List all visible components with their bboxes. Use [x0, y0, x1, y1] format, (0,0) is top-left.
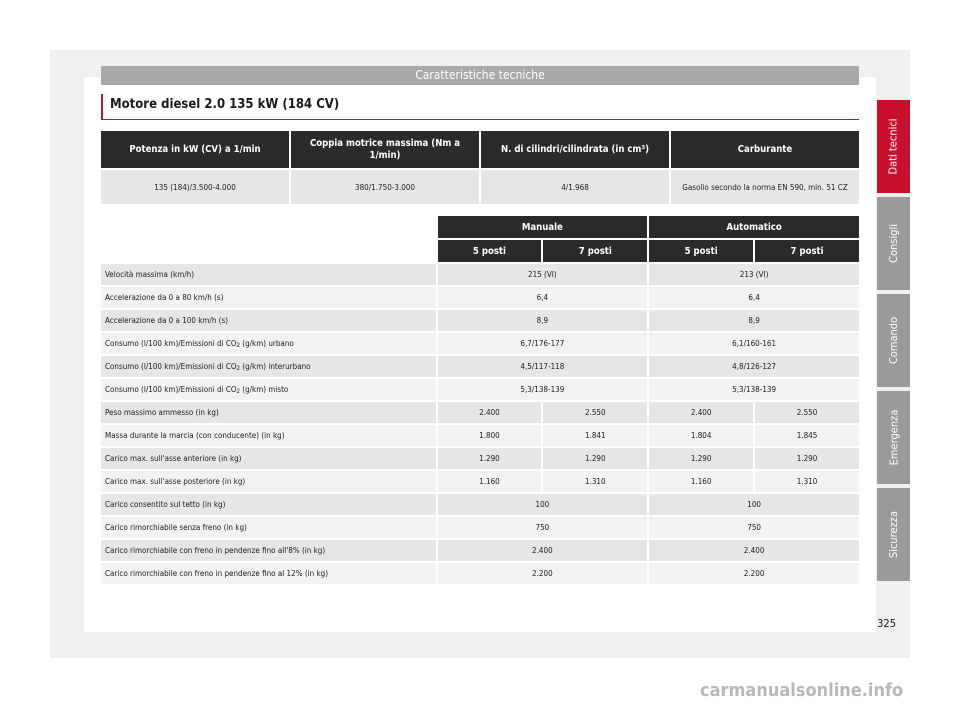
cell-cylinders: 4/1.968 — [481, 170, 669, 204]
performance-table — [99, 214, 861, 586]
row-label — [101, 379, 436, 400]
table-row — [101, 448, 859, 469]
cell-automatico: 6,1/160-161 — [649, 333, 859, 354]
table-cell: 1.160 — [649, 471, 753, 492]
header-torque: Coppia motrice massima (Nm a 1/min) — [291, 131, 479, 168]
row-label: Carico rimorchiabile senza freno (in kg) — [101, 517, 436, 538]
engine-table-row — [101, 170, 859, 204]
side-tab-consigli[interactable] — [877, 197, 910, 290]
table-row — [101, 333, 859, 354]
table-row — [101, 379, 859, 400]
label-text: (g/km) urbano — [239, 338, 294, 348]
cell-manuale: 2.200 — [438, 563, 648, 584]
group-automatico: Automatico — [649, 216, 859, 238]
row-label: Carico max. sull'asse posteriore (in kg) — [101, 471, 436, 492]
side-tab-label: Emergenza — [887, 409, 901, 466]
label-text: Consumo (l/100 km)/Emissioni di CO — [105, 384, 237, 394]
table-row — [101, 287, 859, 308]
cell-automatico: 6,4 — [649, 287, 859, 308]
cell-manuale: 4,5/117-118 — [438, 356, 648, 377]
label-text: (g/km) misto — [239, 384, 289, 394]
table-cell: 1.290 — [438, 448, 542, 469]
cell-automatico: 750 — [649, 517, 859, 538]
label-text: (g/km) interurbano — [239, 361, 311, 371]
page-title: Motore diesel 2.0 135 kW (184 CV) — [101, 94, 859, 120]
label-subscript: 2 — [236, 341, 240, 349]
watermark: carmanualsonline.info — [700, 680, 904, 701]
table-cell: 1.310 — [755, 471, 859, 492]
table-row — [101, 356, 859, 377]
cell-power: 135 (184)/3.500-4.000 — [101, 170, 289, 204]
side-tab-label: Sicurezza — [887, 510, 900, 559]
table-cell: 1.290 — [755, 448, 859, 469]
side-tab-dati-tecnici[interactable] — [877, 100, 910, 193]
cell-manuale: 8,9 — [438, 310, 648, 331]
table-row — [101, 425, 859, 446]
header-cylinders: N. di cilindri/cilindrata (in cm³) — [481, 131, 669, 168]
row-label: Carico rimorchiabile con freno in pendenze fino al 12% (in kg) — [101, 563, 436, 584]
row-label: Carico rimorchiabile con freno in pendenze fino all'8% (in kg) — [101, 540, 436, 561]
section-header: Caratteristiche tecniche — [101, 66, 859, 85]
label-subscript: 2 — [236, 387, 240, 395]
cell-manuale: 750 — [438, 517, 648, 538]
table-cell: 2.400 — [438, 402, 542, 423]
cell-manuale: 215 (VI) — [438, 264, 648, 285]
table-cell: 2.550 — [543, 402, 647, 423]
sub-automatico-5: 5 posti — [649, 240, 753, 262]
side-tab-label: Comando — [887, 316, 901, 365]
table-row — [101, 264, 859, 285]
cell-manuale: 2.400 — [438, 540, 648, 561]
table-cell: 1.804 — [649, 425, 753, 446]
sub-manuale-5: 5 posti — [438, 240, 542, 262]
row-label — [101, 356, 436, 377]
table-row — [101, 563, 859, 584]
table-row — [101, 471, 859, 492]
side-tab-label: Consigli — [887, 224, 900, 263]
row-label: Accelerazione da 0 a 100 km/h (s) — [101, 310, 436, 331]
table-cell: 1.845 — [755, 425, 859, 446]
row-label — [101, 333, 436, 354]
table-row — [101, 494, 859, 515]
header-fuel: Carburante — [671, 131, 859, 168]
table-cell: 2.400 — [649, 402, 753, 423]
cell-manuale: 6,4 — [438, 287, 648, 308]
table-cell: 2.550 — [755, 402, 859, 423]
cell-automatico: 100 — [649, 494, 859, 515]
table-cell: 1.310 — [543, 471, 647, 492]
table-cell: 1.841 — [543, 425, 647, 446]
row-label: Velocità massima (km/h) — [101, 264, 436, 285]
row-label: Massa durante la marcia (con conducente) (in kg) — [101, 425, 436, 446]
cell-manuale: 100 — [438, 494, 648, 515]
table-row — [101, 402, 859, 423]
label-subscript: 2 — [236, 364, 240, 372]
cell-manuale: 5,3/138-139 — [438, 379, 648, 400]
side-tab-comando[interactable] — [877, 294, 910, 387]
blank-header — [101, 216, 436, 262]
group-header-row — [101, 216, 859, 238]
cell-manuale: 6,7/176-177 — [438, 333, 648, 354]
table-row — [101, 540, 859, 561]
cell-automatico: 2.400 — [649, 540, 859, 561]
side-tab-label: Dati tecnici — [887, 118, 900, 175]
table-cell: 1.800 — [438, 425, 542, 446]
cell-automatico: 5,3/138-139 — [649, 379, 859, 400]
label-text: Consumo (l/100 km)/Emissioni di CO — [105, 338, 237, 348]
engine-table-header-row — [101, 131, 859, 168]
cell-fuel: Gasolio secondo la norma EN 590, min. 51 CZ — [671, 170, 859, 204]
side-tab-emergenza[interactable] — [877, 391, 910, 484]
table-cell: 1.290 — [543, 448, 647, 469]
cell-automatico: 2.200 — [649, 563, 859, 584]
sub-automatico-7: 7 posti — [755, 240, 859, 262]
label-text: Consumo (l/100 km)/Emissioni di CO — [105, 361, 237, 371]
table-cell: 1.290 — [649, 448, 753, 469]
cell-automatico: 213 (VI) — [649, 264, 859, 285]
table-row — [101, 517, 859, 538]
side-tab-sicurezza[interactable] — [877, 488, 910, 581]
row-label: Accelerazione da 0 a 80 km/h (s) — [101, 287, 436, 308]
sub-manuale-7: 7 posti — [543, 240, 647, 262]
cell-automatico: 4,8/126-127 — [649, 356, 859, 377]
cell-automatico: 8,9 — [649, 310, 859, 331]
table-row — [101, 310, 859, 331]
page-number: 325 — [877, 617, 896, 630]
row-label: Carico consentito sul tetto (in kg) — [101, 494, 436, 515]
cell-torque: 380/1.750-3.000 — [291, 170, 479, 204]
table-cell: 1.160 — [438, 471, 542, 492]
engine-spec-table — [99, 129, 861, 206]
header-power: Potenza in kW (CV) a 1/min — [101, 131, 289, 168]
group-manuale: Manuale — [438, 216, 648, 238]
row-label: Carico max. sull'asse anteriore (in kg) — [101, 448, 436, 469]
row-label: Peso massimo ammesso (in kg) — [101, 402, 436, 423]
